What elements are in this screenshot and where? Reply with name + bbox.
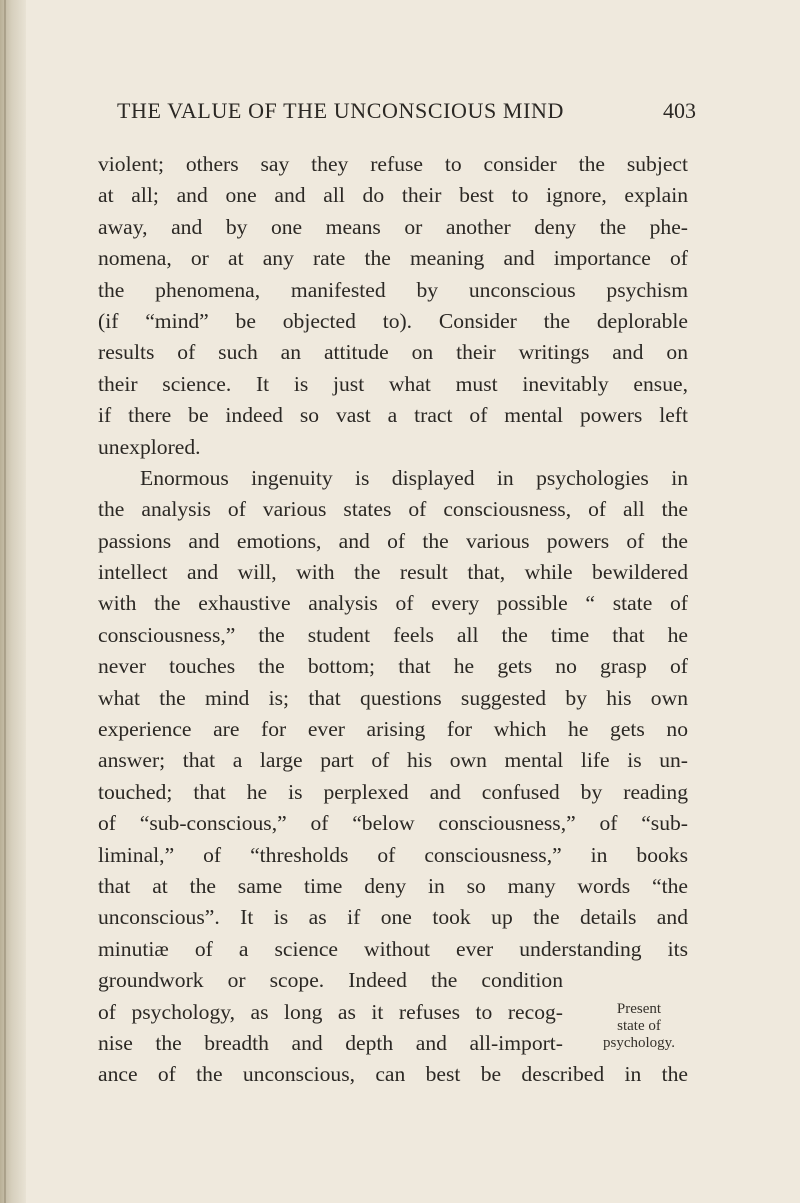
text-line: unexplored. — [98, 434, 201, 459]
text-line: with the exhaustive analysis of every possible “ state of — [98, 591, 688, 616]
text-line: consciousness,” the student feels all the time that he — [98, 622, 688, 647]
text-line: never touches the bottom; that he gets no grasp of — [98, 654, 688, 679]
text-line: away, and by one means or another deny the phe- — [98, 214, 688, 239]
margin-note-line: psychology. — [603, 1035, 675, 1051]
text-line: the phenomena, manifested by unconscious psychism — [98, 277, 688, 302]
running-head — [0, 98, 800, 128]
text-line: Enormous ingenuity is displayed in psychologies in — [140, 465, 688, 490]
text-line: nise the breadth and depth and all-import- — [98, 1030, 563, 1055]
text-line: minutiæ of a science without ever understanding its — [98, 936, 688, 961]
text-line: their science. It is just what must inevitably ensue, — [98, 371, 688, 396]
text-line: the analysis of various states of consciousness, of all the — [98, 497, 688, 522]
text-line: (if “mind” be objected to). Consider the deplorable — [98, 308, 688, 333]
text-line: if there be indeed so vast a tract of mental powers left — [98, 403, 688, 428]
text-line: results of such an attitude on their writings and on — [98, 340, 688, 365]
text-line: that at the same time deny in so many words “the — [98, 873, 688, 898]
text-line: of “sub-conscious,” of “below consciousness,” of “sub- — [98, 811, 688, 836]
text-line: passions and emotions, and of the various powers of the — [98, 528, 688, 553]
text-line: what the mind is; that questions suggested by his own — [98, 685, 688, 710]
margin-note — [579, 1001, 699, 1052]
text-line: answer; that a large part of his own mental life is un- — [98, 748, 688, 773]
text-line: touched; that he is perplexed and confused by reading — [98, 779, 688, 804]
margin-note-line: state of — [617, 1018, 661, 1034]
text-line: ance of the unconscious, can best be described in the — [98, 1062, 688, 1087]
text-line: liminal,” of “thresholds of consciousness,” in books — [98, 842, 688, 867]
text-line: of psychology, as long as it refuses to recog- — [98, 999, 563, 1024]
text-line: experience are for ever arising for which he gets no — [98, 717, 688, 742]
text-line: intellect and will, with the result that, while bewildered — [98, 560, 688, 585]
text-line: at all; and one and all do their best to ignore, explain — [98, 183, 688, 208]
text-line: unconscious”. It is as if one took up the details and — [98, 905, 688, 930]
text-line: violent; others say they refuse to consider the subject — [98, 152, 688, 176]
page-number: 403 — [663, 98, 696, 123]
text-line: groundwork or scope. Indeed the condition — [98, 968, 563, 993]
text-line: nomena, or at any rate the meaning and importance of — [98, 246, 688, 271]
page-binding-edge — [0, 0, 26, 1203]
running-head-title: THE VALUE OF THE UNCONSCIOUS MIND — [117, 98, 564, 123]
body-text — [98, 149, 688, 1091]
margin-note-line: Present — [616, 1001, 662, 1017]
